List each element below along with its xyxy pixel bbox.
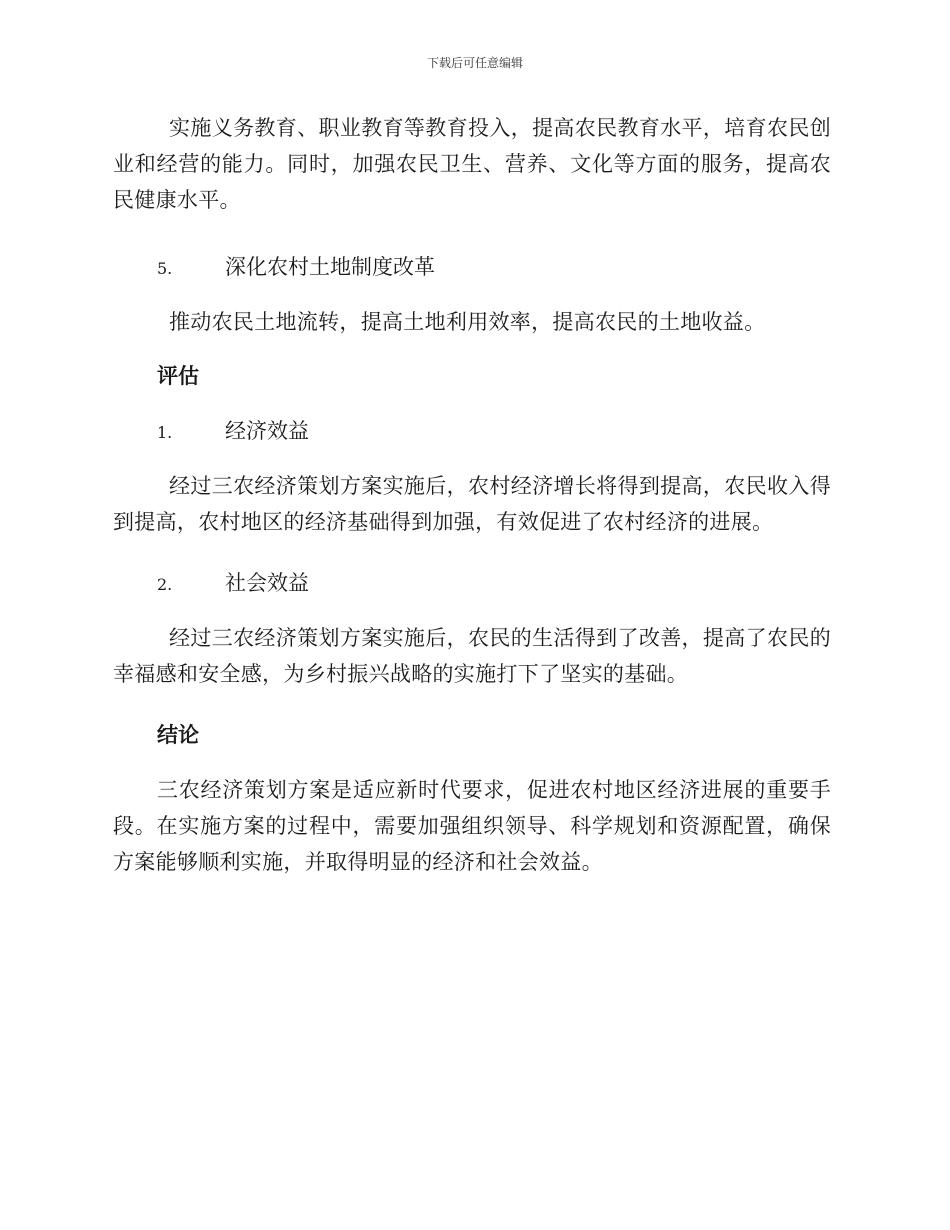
list-item-number: 5. (157, 259, 173, 278)
list-item-5 (157, 249, 435, 287)
header-note: 下载后可任意编辑 (426, 56, 523, 70)
list-item-social (157, 565, 309, 603)
list-item-title: 经济效益 (225, 419, 309, 443)
conclusion-paragraph: 三农经济策划方案是适应新时代要求，促进农村地区经济进展的重要手段。在实施方案的过程中，需要加强组织领导、科学规划和资源配置，确保方案能够顺利实施，并取得明显的经济和社会效益。 (113, 778, 831, 874)
list-item-title: 深化农村土地制度改革 (225, 255, 435, 279)
evaluation-heading: 评估 (157, 363, 199, 388)
list-item-number: 2. (157, 575, 173, 594)
list-item-number: 1. (157, 423, 173, 442)
conclusion-heading: 结论 (157, 722, 199, 747)
intro-paragraph: 实施义务教育、职业教育等教育投入，提高农民教育水平，培育农民创业和经营的能力。同时，加强农民卫生、营养、文化等方面的服务，提高农民健康水平。 (113, 116, 831, 212)
economic-benefit-paragraph: 经过三农经济策划方案实施后，农村经济增长将得到提高，农民收入得到提高，农村地区的经济基础得到加强，有效促进了农村经济的进展。 (113, 474, 831, 534)
list-item-title: 社会效益 (225, 571, 309, 595)
list-item-economic (157, 413, 309, 451)
social-benefit-paragraph: 经过三农经济策划方案实施后，农民的生活得到了改善，提高了农民的幸福感和安全感，为乡村振兴战略的实施打下了坚实的基础。 (113, 626, 831, 686)
land-reform-paragraph: 推动农民土地流转，提高土地利用效率，提高农民的土地收益。 (169, 310, 766, 334)
